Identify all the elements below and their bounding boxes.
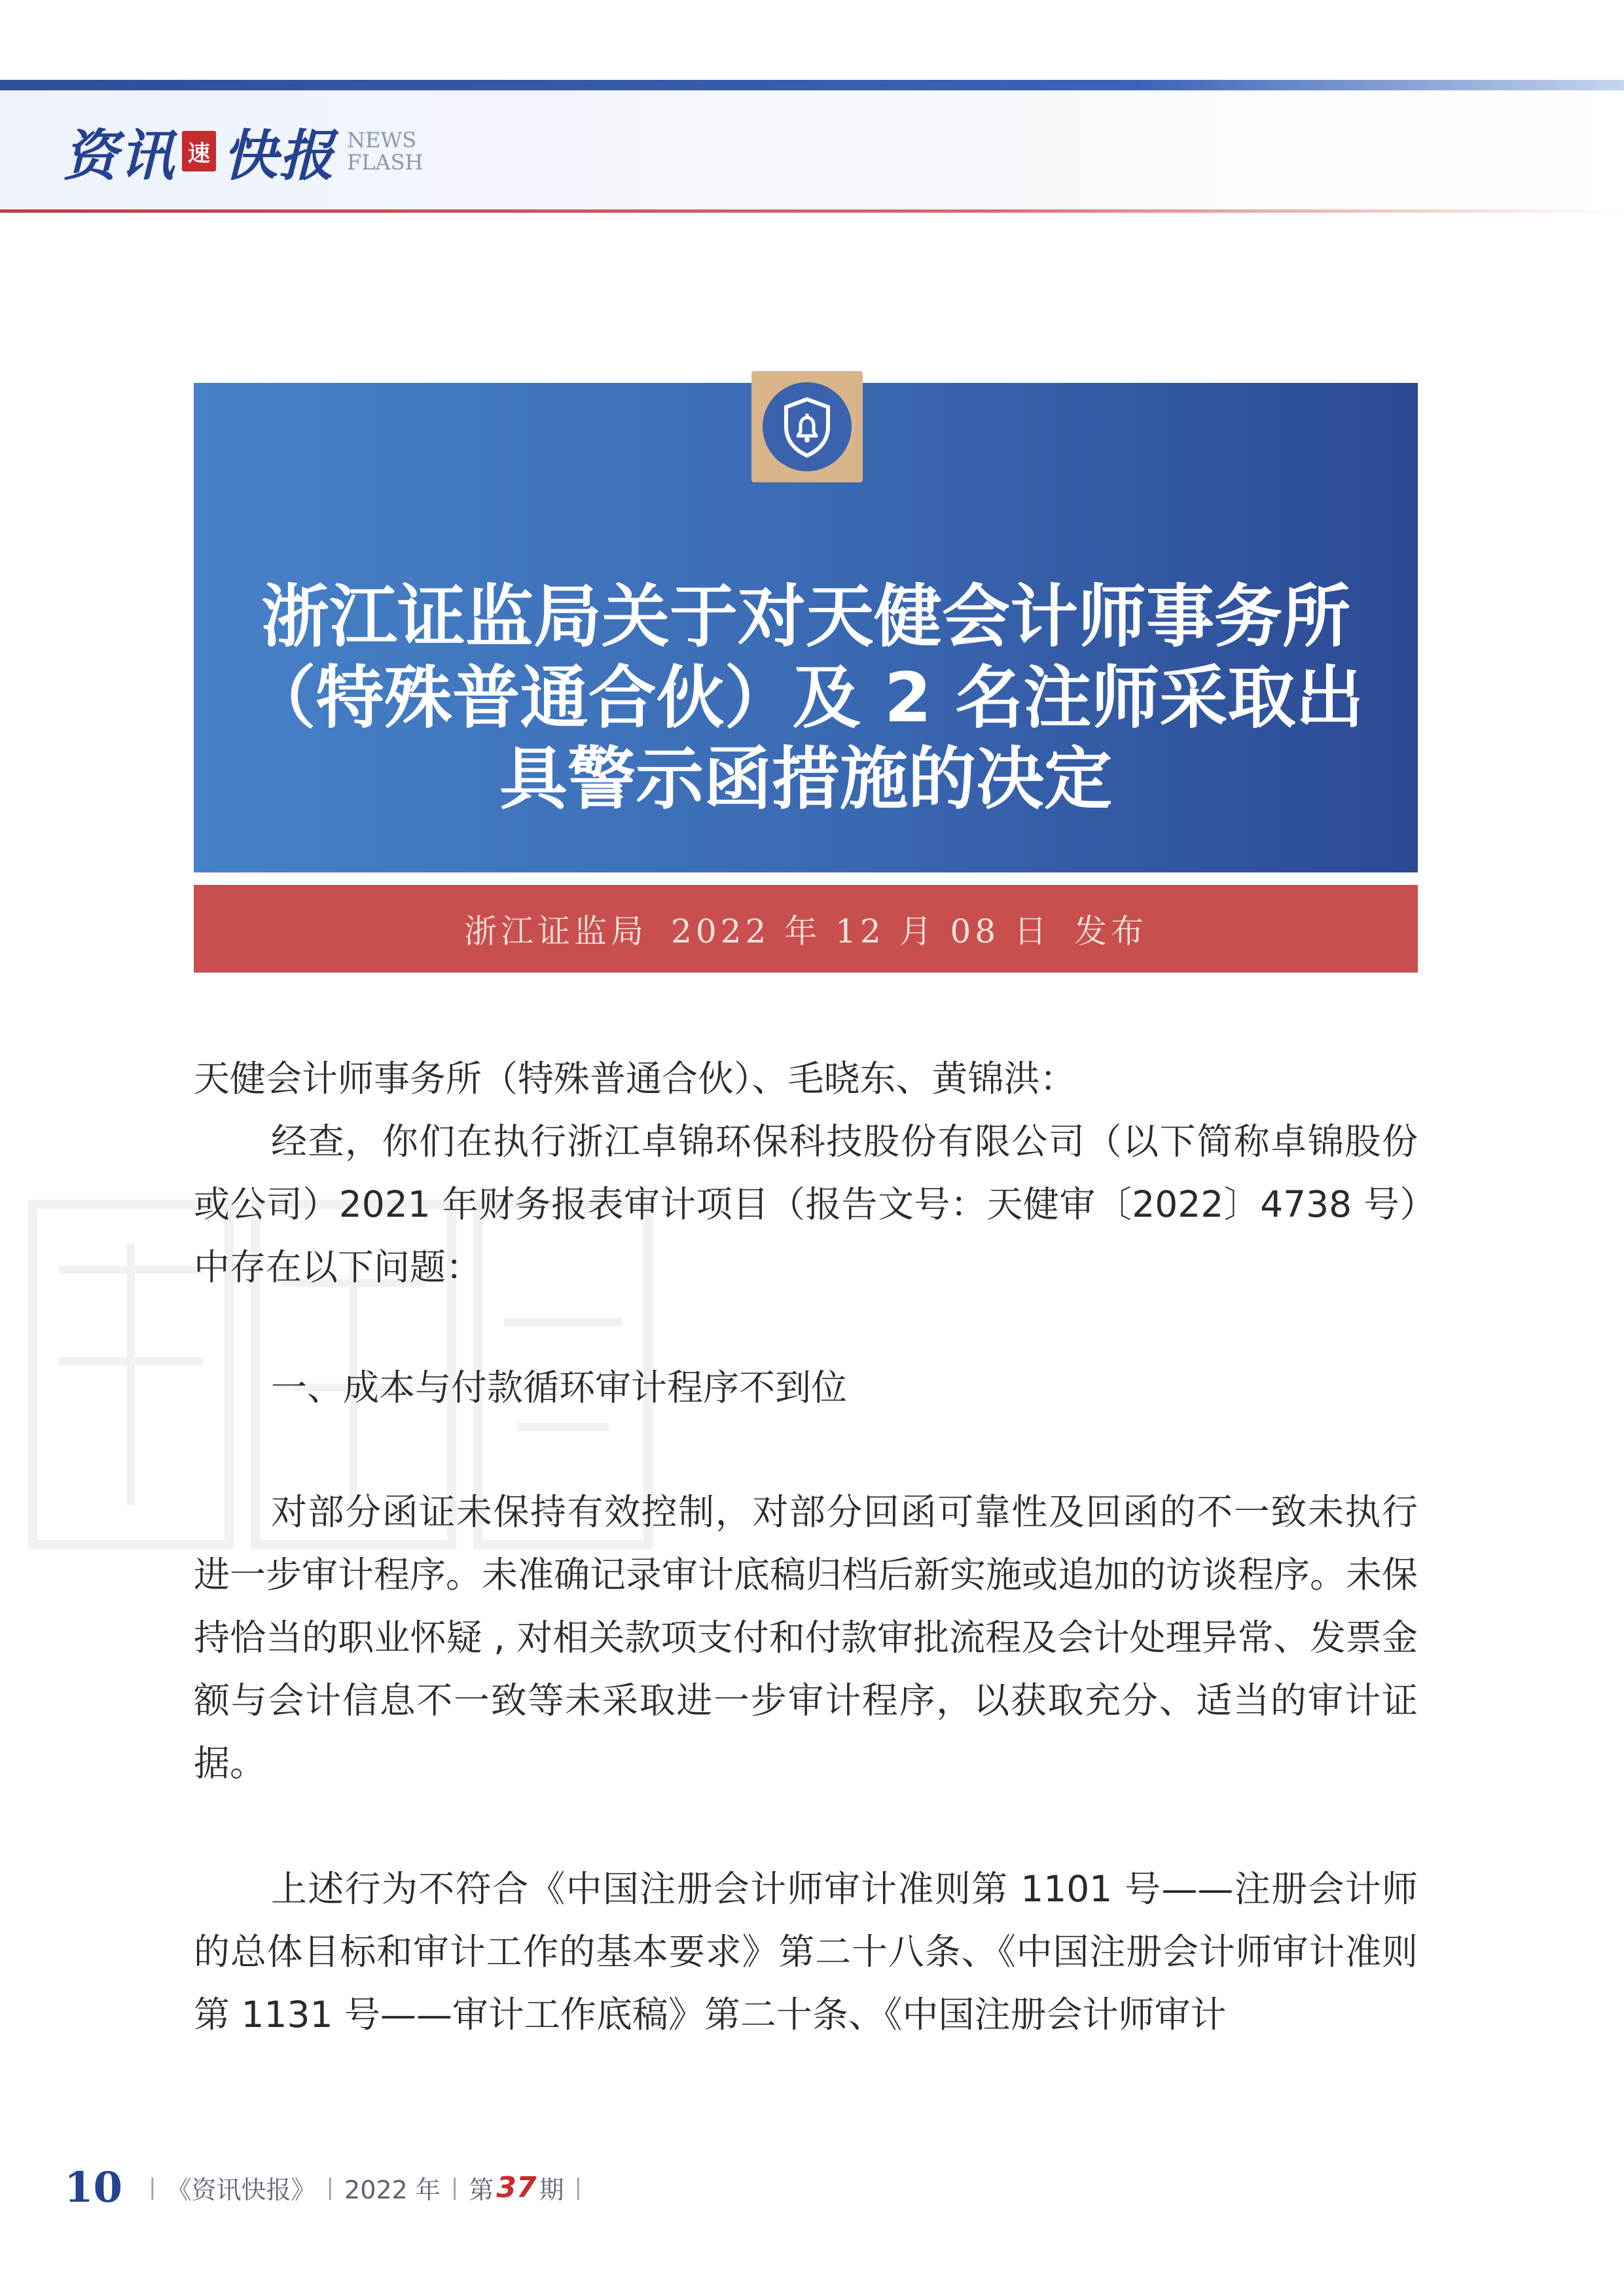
footer-issue-suffix: 期 [539, 2175, 564, 2204]
masthead-title-part1: 资讯 [63, 122, 176, 188]
title-line-1: 浙江证监局关于对天健会计师事务所 [261, 577, 1350, 656]
publish-date: 2022 年 12 月 08 日 [671, 912, 1051, 950]
page-number: 10 [64, 2162, 123, 2212]
page-title [194, 576, 1418, 819]
masthead-english-line2: FLASH [347, 150, 424, 175]
article-body [194, 1047, 1418, 2046]
footer-separator: | [574, 2174, 583, 2200]
footer-separator: | [450, 2174, 459, 2200]
masthead-seal: 速 [182, 131, 216, 171]
footer-issue-number: 37 [496, 2170, 537, 2204]
page-footer [64, 2161, 592, 2214]
masthead-title-part2: 快报 [223, 122, 336, 188]
header-top-rule [0, 80, 1624, 90]
footer-separator: | [326, 2174, 334, 2200]
section-heading-1: 一、成本与付款循环审计程序不到位 [271, 1367, 848, 1408]
masthead-english [347, 129, 423, 173]
paragraph-2: 对部分函证未保持有效控制，对部分回函可靠性及回函的不一致未执行进一步审计程序。未准确记录审计底稿归档后新实施或追加的访谈程序。未保持恰当的职业怀疑 , 对相关款项支付和付款审批流程及会计处理异常、发票金额与会计信息不一致等未采取进一步审计程序，以获取充分、适当的审计证据。 [194, 1491, 1418, 1784]
title-line-2: （特殊普通合伙）及 2 名注师采取出 [247, 658, 1364, 738]
footer-issue-prefix: 第 [469, 2175, 494, 2204]
footer-publication: 《资讯快报》 [166, 2175, 316, 2204]
paragraph-1: 经查，你们在执行浙江卓锦环保科技股份有限公司（以下简称卓锦股份或公司）2021 年财务报表审计项目（报告文号：天健审〔2022〕4738 号）中存在以下问题： [194, 1121, 1418, 1288]
title-line-3: 具警示函措施的决定 [499, 739, 1112, 819]
footer-separator: | [149, 2174, 156, 2200]
footer-year: 2022 年 [344, 2175, 441, 2204]
paragraph-3: 上述行为不符合《中国注册会计师审计准则第 1101 号——注册会计师的总体目标和审计工作的基本要求》第二十八条、《中国注册会计师审计准则第 1131 号——审计工作底稿》第二十条、《中国注册会计师审计 [194, 1868, 1418, 2036]
publish-agency: 浙江证监局 [464, 912, 648, 950]
masthead-english-line1: NEWS [347, 128, 417, 152]
salutation: 天健会计师事务所（特殊普通合伙）、毛晓东、黄锦洪： [194, 1058, 1076, 1100]
masthead-logo [63, 115, 423, 187]
shield-bell-icon [761, 381, 853, 473]
shield-badge [751, 371, 863, 482]
publish-action: 发布 [1074, 912, 1147, 950]
header-bottom-rule [0, 209, 1624, 213]
publish-bar [194, 885, 1418, 973]
